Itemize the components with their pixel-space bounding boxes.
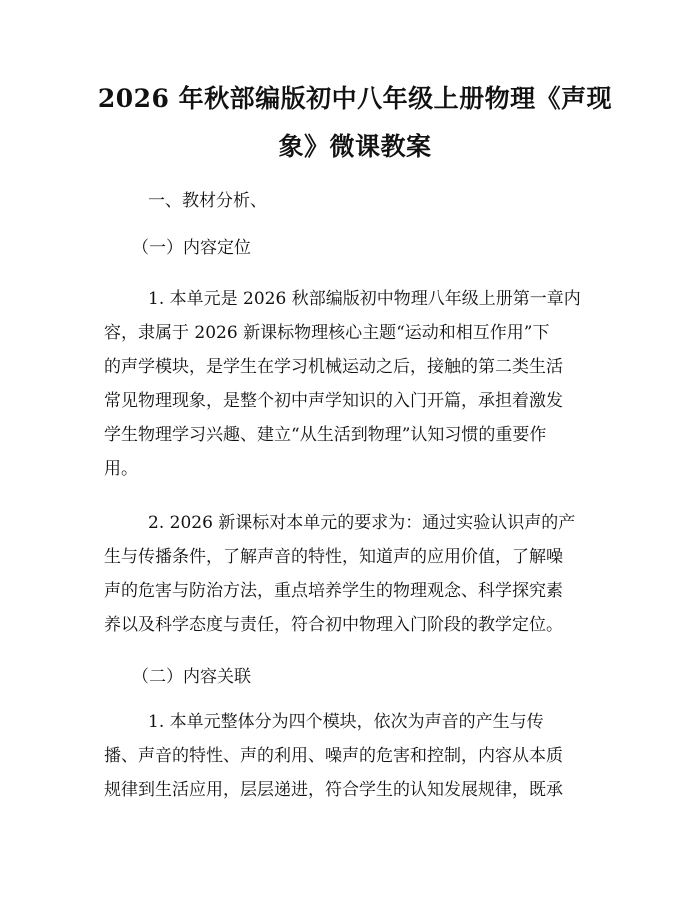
paragraph-line: 生与传播条件，了解声音的特性，知道声的应用价值，了解噪 — [104, 547, 563, 567]
paragraph-line: 用。 — [104, 459, 138, 479]
document-title-line-1: 2026 年秋部编版初中八年级上册物理《声现 — [97, 84, 613, 113]
paragraph-line: 播、声音的特性、声的利用、噪声的危害和控制，内容从本质 — [104, 746, 563, 766]
paragraph-unit-modules — [104, 705, 604, 807]
paragraph-curriculum-requirements — [104, 506, 604, 642]
paragraph-line: 规律到生活应用，层层递进，符合学生的认知发展规律，既承 — [104, 780, 563, 800]
paragraph-line: 1. 本单元整体分为四个模块，依次为声音的产生与传 — [148, 712, 544, 732]
paragraph-line: 养以及科学态度与责任，符合初中物理入门阶段的教学定位。 — [104, 615, 563, 635]
subsection-heading-content-relation: （二）内容关联 — [132, 667, 251, 687]
paragraph-line: 学生物理学习兴趣、建立“从生活到物理”认知习惯的重要作 — [104, 425, 547, 445]
paragraph-line: 容，隶属于 2026 新课标物理核心主题“运动和相互作用”下 — [104, 323, 550, 343]
section-heading-teaching-material-analysis: 一、教材分析、 — [148, 191, 267, 211]
paragraph-line: 常见物理现象，是整个初中声学知识的入门开篇，承担着激发 — [104, 391, 563, 411]
paragraph-line: 声的危害与防治方法，重点培养学生的物理观念、科学探究素 — [104, 581, 563, 601]
document-title-line-2: 象》微课教案 — [278, 132, 432, 161]
paragraph-line: 的声学模块，是学生在学习机械运动之后，接触的第二类生活 — [104, 357, 563, 377]
subsection-heading-content-positioning: （一）内容定位 — [132, 238, 251, 258]
paragraph-line: 2. 2026 新课标对本单元的要求为：通过实验认识声的产 — [148, 513, 576, 533]
paragraph-unit-positioning — [104, 282, 604, 486]
paragraph-line: 1. 本单元是 2026 秋部编版初中物理八年级上册第一章内 — [148, 289, 581, 309]
